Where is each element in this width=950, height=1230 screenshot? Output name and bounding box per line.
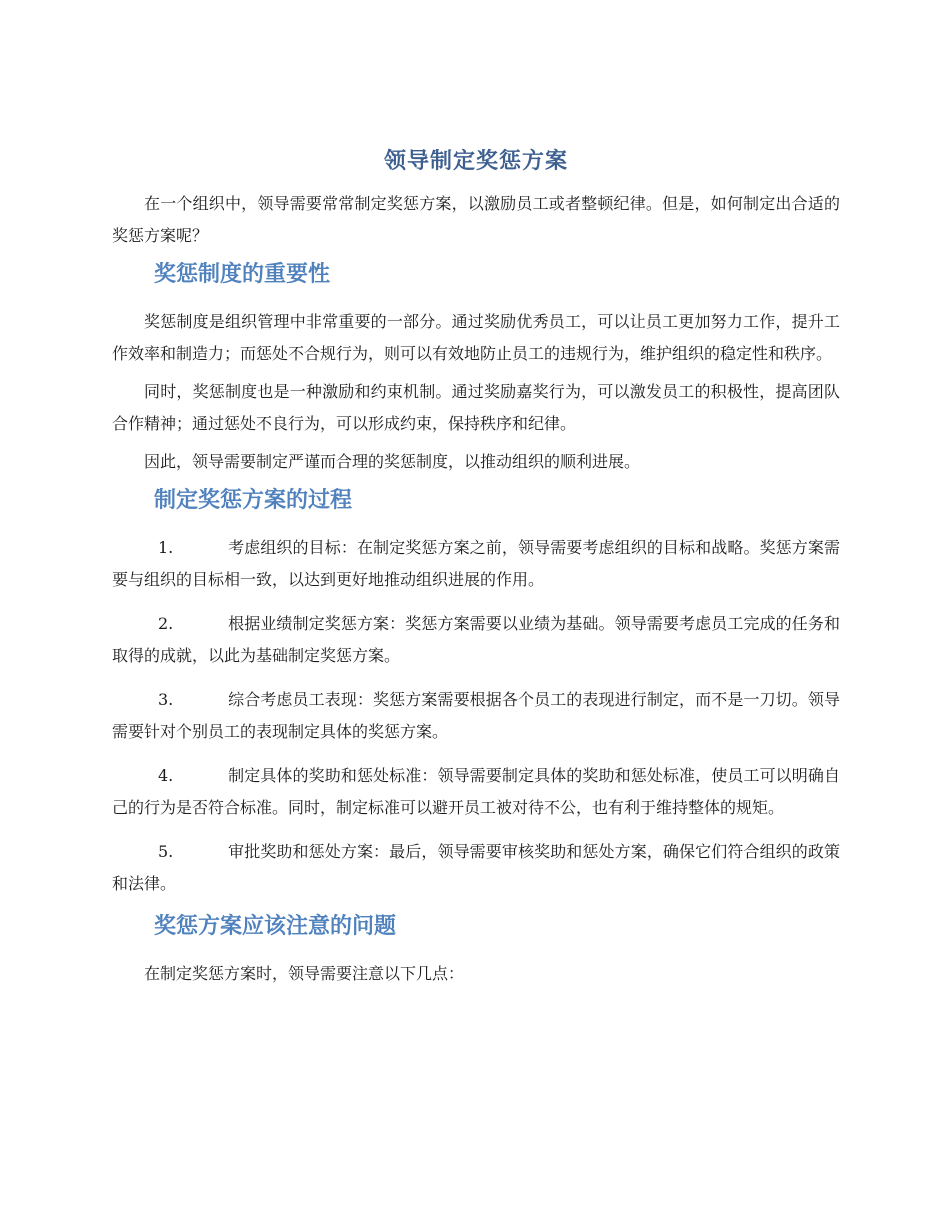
list-item [112,608,840,672]
list-item-number: 5. [158,842,174,861]
importance-paragraph-1: 奖惩制度是组织管理中非常重要的一部分。通过奖励优秀员工，可以让员工更加努力工作，提升工作效率和制造力；而惩处不合规行为，则可以有效地防止员工的违规行为，维护组织的稳定性和秩序。 [112,312,840,363]
list-item-number: 4. [158,766,174,785]
document-title: 领导制定奖惩方案 [383,149,568,174]
intro-paragraph: 在一个组织中，领导需要常常制定奖惩方案，以激励员工或者整顿纪律。但是，如何制定出合适的奖惩方案呢？ [112,194,840,245]
document-page [112,146,840,996]
list-item-number: 1. [158,538,174,557]
list-item-text: 根据业绩制定奖惩方案：奖惩方案需要以业绩为基础。领导需要考虑员工完成的任务和取得的成就，以此为基础制定奖惩方案。 [112,614,840,665]
list-item [112,836,840,900]
list-item-text: 综合考虑员工表现：奖惩方案需要根据各个员工的表现进行制定，而不是一刀切。领导需要针对个别员工的表现制定具体的奖惩方案。 [112,690,840,741]
section-heading-process: 制定奖惩方案的过程 [154,488,353,513]
list-item-text: 审批奖助和惩处方案：最后，领导需要审核奖助和惩处方案，确保它们符合组织的政策和法律。 [112,842,840,893]
list-item [112,532,840,596]
list-item-text: 考虑组织的目标：在制定奖惩方案之前，领导需要考虑组织的目标和战略。奖惩方案需要与组织的目标相一致，以达到更好地推动组织进展的作用。 [112,538,840,589]
list-item [112,760,840,824]
list-item-text: 制定具体的奖助和惩处标准：领导需要制定具体的奖助和惩处标准，使员工可以明确自己的行为是否符合标准。同时，制定标准可以避开员工被对待不公，也有利于维持整体的规矩。 [112,766,840,817]
section-heading-issues: 奖惩方案应该注意的问题 [154,914,397,939]
issues-paragraph-1: 在制定奖惩方案时，领导需要注意以下几点： [144,964,465,983]
list-item-number: 2. [158,614,174,633]
section-heading-importance: 奖惩制度的重要性 [154,262,331,287]
importance-paragraph-3: 因此，领导需要制定严谨而合理的奖惩制度，以推动组织的顺利进展。 [144,452,641,471]
list-item-number: 3. [158,690,174,709]
importance-paragraph-2: 同时，奖惩制度也是一种激励和约束机制。通过奖励嘉奖行为，可以激发员工的积极性，提高团队合作精神；通过惩处不良行为，可以形成约束，保持秩序和纪律。 [112,382,840,433]
list-item [112,684,840,748]
